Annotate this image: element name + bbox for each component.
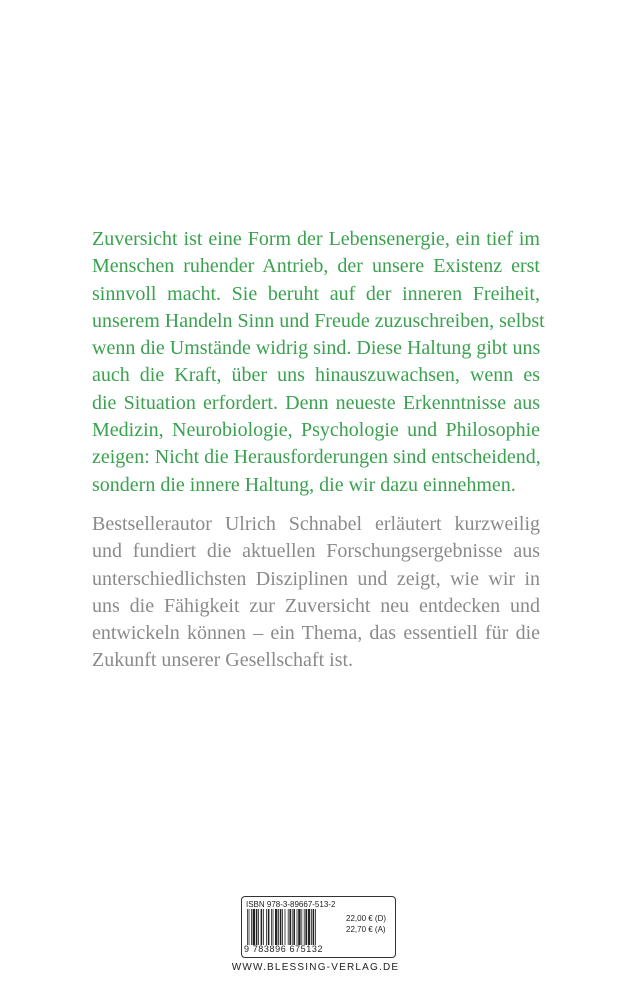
blurb-line: wenn die Umstände widrig sind. Diese Haltung gibt uns [92,337,541,360]
barcode-box [241,896,396,958]
blurb-line: Zuversicht ist eine Form der Lebensenergie, ein tief im [92,228,540,250]
isbn-label: ISBN 978-3-89667-513-2 [246,900,336,909]
blurb-paragraph [92,226,545,499]
blurb-line: auch die Kraft, über uns hinauszuwachsen, wenn es [92,364,540,387]
price-germany: 22,00 € (D) [346,914,387,923]
author-line: Bestsellerautor Ulrich Schnabel erläutert kurzweilig [92,513,540,535]
barcode-icon [246,909,342,945]
author-line: entwickeln können – ein Thema, das essentiell für die [92,622,540,645]
author-paragraph [92,511,540,675]
author-line: uns die Fähigkeit zur Zuversicht neu entdecken und [92,594,540,617]
blurb-line: die Situation erfordert. Denn neueste Erkenntnisse aus [92,391,540,414]
publisher-website: WWW.BLESSING-VERLAG.DE [231,962,400,973]
blurb-line: sondern die innere Haltung, die wir dazu einnehmen. [92,473,516,496]
blurb-line: sinnvoll macht. Sie beruht auf der inneren Freiheit, [92,282,540,305]
blurb-line: Menschen ruhender Antrieb, der unsere Existenz erst [92,255,540,278]
author-line: unterschiedlichsten Disziplinen und zeigt, wie wir in [92,567,540,590]
blurb-line: zeigen: Nicht die Herausforderungen sind entscheidend, [92,446,541,469]
blurb-line: Medizin, Neurobiologie, Psychologie und Philosophie [92,419,540,442]
author-line: Zukunft unserer Gesellschaft ist. [92,649,354,672]
barcode-digits: 9 783896 675132 [244,944,324,954]
blurb-line: unserem Handeln Sinn und Freude zuzuschreiben, selbst [92,309,545,332]
author-line: und fundiert die aktuellen Forschungsergebnisse aus [92,540,540,563]
price-austria: 22,70 € (A) [346,925,386,934]
